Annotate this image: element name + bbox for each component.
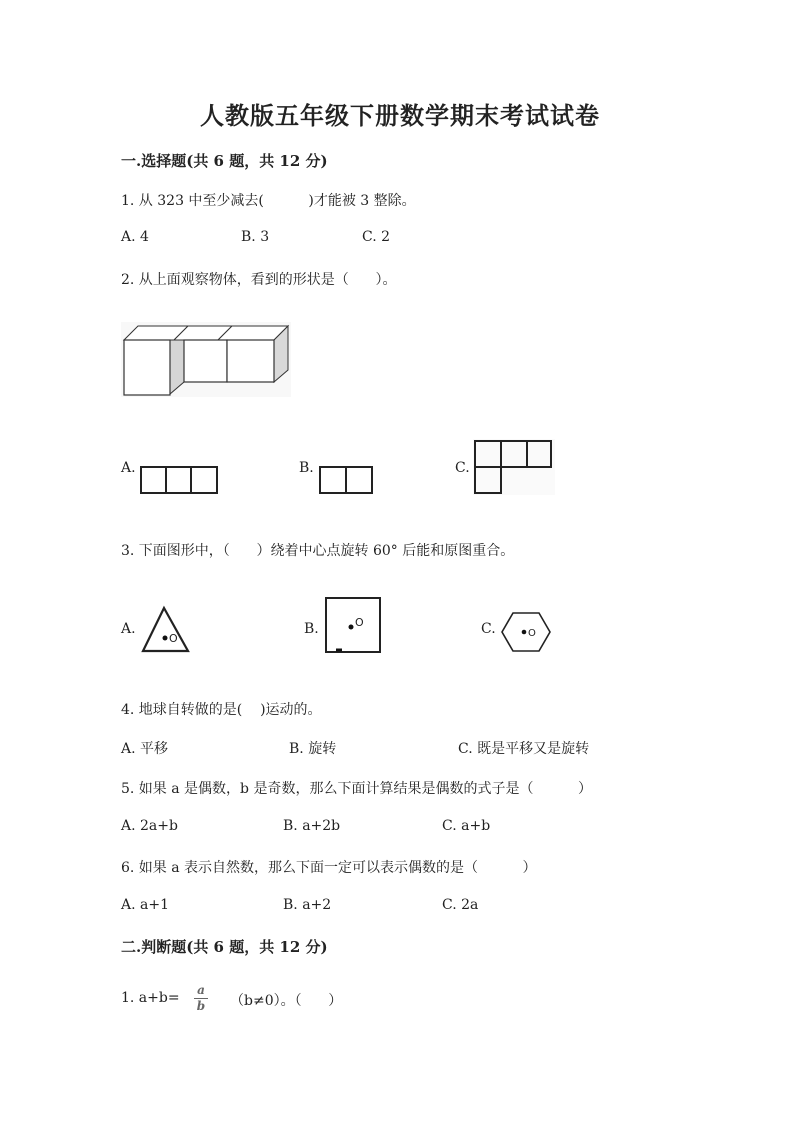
q2-option-b: B. xyxy=(299,460,314,476)
q2-option-c: C. xyxy=(455,460,470,476)
question-3: 3. 下面图形中，（ ）绕着中心点旋转 60° 后能和原图重合。 xyxy=(121,543,515,559)
section-heading-choice: 一.选择题(共 6 题，共 12 分) xyxy=(121,152,328,170)
q5-option-c: C. a+b xyxy=(442,818,491,834)
q2-option-a-figure xyxy=(140,466,220,496)
q6-option-c: C. 2a xyxy=(442,897,479,913)
q3-a-center-label: O xyxy=(169,632,178,645)
q1-option-c: C. 2 xyxy=(362,229,391,245)
q3-option-b: B. xyxy=(304,621,319,637)
question-5: 5. 如果 a 是偶数，b 是奇数，那么下面计算结果是偶数的式子是（ ） xyxy=(121,781,592,797)
q2-option-b-figure xyxy=(319,466,375,496)
fraction-a-over-b xyxy=(194,984,208,1013)
q2-option-a: A. xyxy=(121,460,136,476)
q6-option-b: B. a+2 xyxy=(283,897,332,913)
judgement-1-suffix: （b≠0）。（ ） xyxy=(230,993,343,1009)
q2-option-c-figure xyxy=(473,439,555,495)
page-title: 人教版五年级下册数学期末考试试卷 xyxy=(200,101,600,130)
q4-option-b: B. 旋转 xyxy=(289,741,337,757)
q1-option-b: B. 3 xyxy=(241,229,270,245)
q1-option-a: A. 4 xyxy=(121,229,149,245)
q5-option-a: A. 2a+b xyxy=(121,818,178,834)
q4-option-c: C. 既是平移又是旋转 xyxy=(458,741,590,757)
q3-option-a: A. xyxy=(121,621,136,637)
question-4: 4. 地球自转做的是( )运动的。 xyxy=(121,702,322,718)
q3-option-c: C. xyxy=(481,621,496,637)
question-6: 6. 如果 a 表示自然数，那么下面一定可以表示偶数的是（ ） xyxy=(121,860,537,876)
q4-option-a: A. 平移 xyxy=(121,741,169,757)
q3-option-b-square-figure xyxy=(324,596,384,656)
q5-option-b: B. a+2b xyxy=(283,818,341,834)
q3-option-a-triangle-figure xyxy=(141,605,191,653)
question-1: 1. 从 323 中至少减去( )才能被 3 整除。 xyxy=(121,193,416,209)
q3-c-center-label: O xyxy=(528,628,536,639)
judgement-1-prefix: 1. a+b= xyxy=(121,990,180,1006)
fraction-denominator: b xyxy=(196,999,206,1013)
fraction-numerator: a xyxy=(197,983,205,997)
q3-option-c-hexagon-figure xyxy=(500,611,552,655)
question-2: 2. 从上面观察物体，看到的形状是（ ）。 xyxy=(121,272,397,288)
q3-b-center-label: O xyxy=(355,616,364,629)
cube-arrangement-figure xyxy=(121,322,291,397)
section-heading-judgement: 二.判断题(共 6 题，共 12 分) xyxy=(121,938,328,956)
q6-option-a: A. a+1 xyxy=(121,897,169,913)
